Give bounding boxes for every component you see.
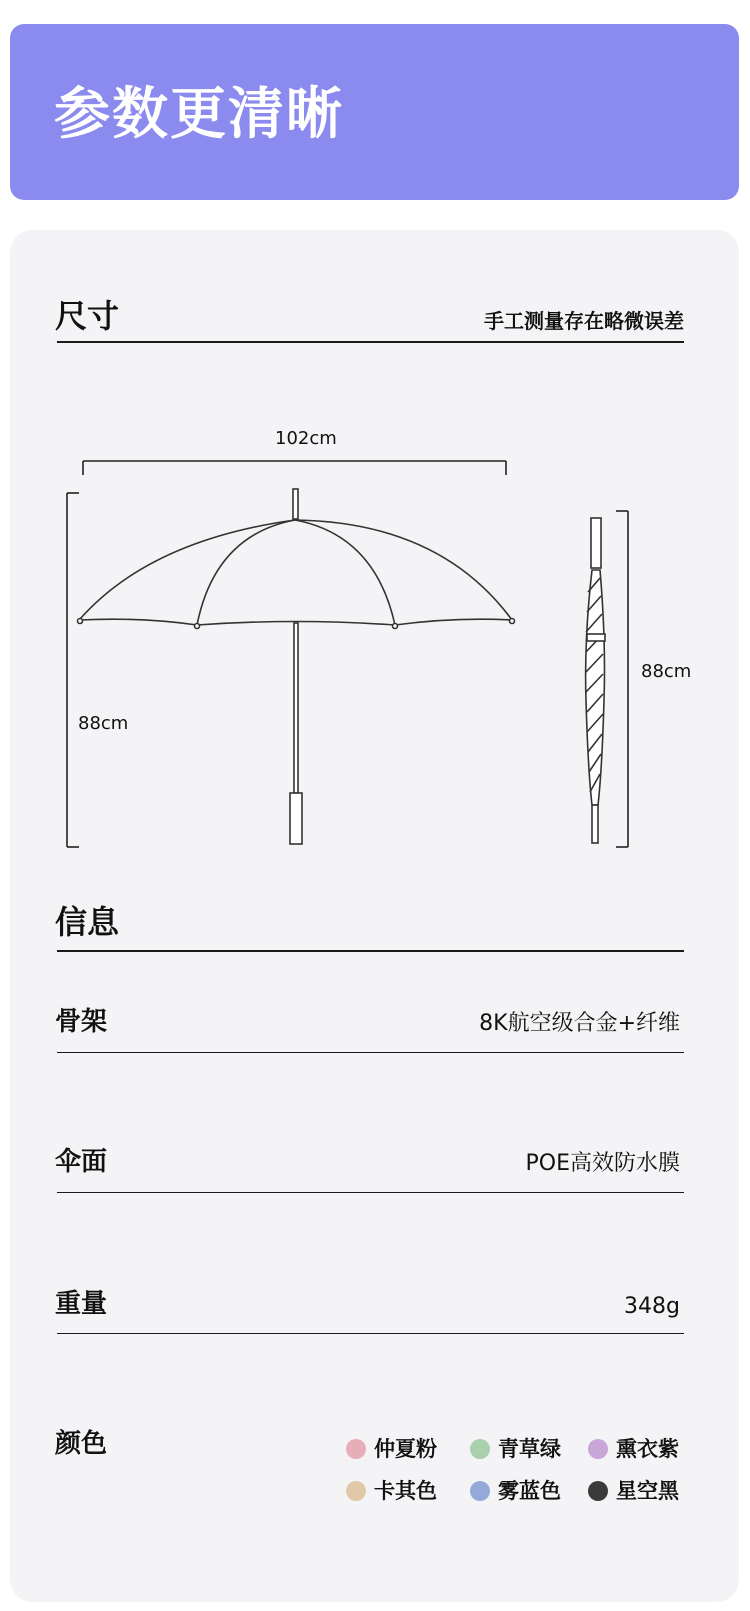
info-divider bbox=[57, 950, 684, 952]
swatch-name: 卡其色 bbox=[374, 1479, 437, 1503]
open-width-label: 102cm bbox=[275, 428, 337, 449]
color-swatch[interactable] bbox=[588, 1436, 679, 1462]
closed-umbrella bbox=[586, 518, 605, 843]
closed-height-label: 88cm bbox=[641, 661, 692, 682]
swatch-dot bbox=[346, 1481, 366, 1501]
swatch-dot bbox=[470, 1439, 490, 1459]
info-row-label: 重量 bbox=[55, 1289, 108, 1319]
swatch-name: 青草绿 bbox=[498, 1437, 561, 1461]
open-height-label: 88cm bbox=[78, 713, 129, 734]
swatch-name: 熏衣紫 bbox=[616, 1437, 679, 1461]
info-heading: 信息 bbox=[55, 903, 120, 941]
swatch-dot bbox=[470, 1481, 490, 1501]
swatch-dot bbox=[588, 1439, 608, 1459]
swatch-dot bbox=[346, 1439, 366, 1459]
color-swatch[interactable] bbox=[346, 1478, 437, 1504]
row-divider bbox=[57, 1052, 684, 1053]
size-heading: 尺寸 bbox=[55, 297, 120, 335]
color-label: 颜色 bbox=[55, 1429, 108, 1459]
swatch-name: 仲夏粉 bbox=[374, 1437, 437, 1461]
color-swatch[interactable] bbox=[588, 1478, 679, 1504]
row-divider bbox=[57, 1333, 684, 1334]
open-umbrella bbox=[78, 489, 515, 844]
color-swatch[interactable] bbox=[470, 1478, 561, 1504]
info-row-label: 骨架 bbox=[55, 1007, 108, 1037]
banner-title: 参数更清晰 bbox=[54, 82, 344, 147]
info-row-value: POE高效防水膜 bbox=[525, 1151, 680, 1176]
swatch-name: 星空黑 bbox=[616, 1479, 679, 1503]
measurement-note: 手工测量存在略微误差 bbox=[484, 309, 684, 333]
row-divider bbox=[57, 1192, 684, 1193]
info-row-value: 348g bbox=[624, 1294, 680, 1319]
color-swatch[interactable] bbox=[470, 1436, 561, 1462]
swatch-dot bbox=[588, 1481, 608, 1501]
color-swatch[interactable] bbox=[346, 1436, 437, 1462]
swatch-name: 雾蓝色 bbox=[498, 1479, 561, 1503]
info-row-label: 伞面 bbox=[55, 1147, 108, 1177]
info-row-value: 8K航空级合金+纤维 bbox=[479, 1011, 680, 1036]
